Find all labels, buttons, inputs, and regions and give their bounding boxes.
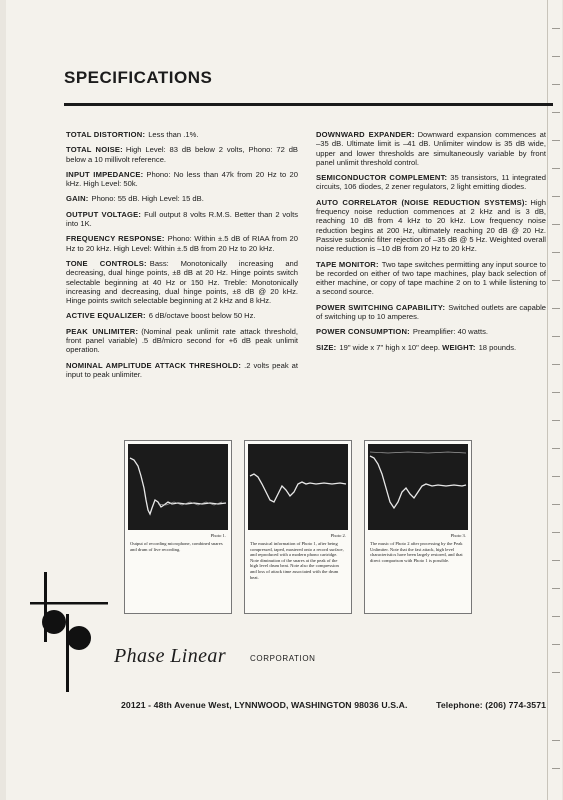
binding-tick — [552, 224, 560, 225]
spec-value: 35 transistors, 11 integrated circuits, 106 diodes, 2 zener regulators, 2 light emitting diodes. — [316, 173, 546, 192]
spec-downward-expander — [316, 130, 546, 167]
spec-value: Phono: No less than 47k from 20 Hz to 20 kHz. High Level: 50k. — [66, 169, 298, 189]
binding-tick — [552, 560, 560, 561]
binding-tick — [552, 392, 560, 393]
spec-value: Phono: Within ±.5 dB of RIAA from 20 Hz to 20 kHz. High Level: Within ±.5 dB from 20 Hz to 20 kHz. — [66, 234, 298, 253]
photo-caption: The music of Photo 2 after processing by the Peak Unlimiter. Note that the fast attack, high level characteristics have been largely restored, and that direct comparison with Photo 1 is possible. — [370, 541, 463, 563]
spec-auto-correlator — [316, 198, 546, 254]
spec-value: Less than .1%. — [148, 130, 199, 139]
spec-tone-controls — [66, 259, 298, 305]
binding-tick — [552, 308, 560, 309]
oscilloscope-photo-2 — [244, 440, 352, 614]
spec-active-equalizer — [66, 311, 298, 320]
oscilloscope-photo-3 — [364, 440, 472, 614]
spec-label: GAIN: — [66, 194, 89, 204]
spec-size-weight — [316, 343, 546, 352]
binding-tick — [552, 28, 560, 29]
spec-value: Phono: 55 dB. High Level: 15 dB. — [91, 194, 204, 204]
spec-peak-unlimiter — [66, 327, 298, 355]
spec-total-distortion — [66, 130, 298, 139]
spec-label: PEAK UNLIMITER: — [66, 326, 139, 336]
spec-value: 19" wide x 7" high x 10" deep. — [339, 342, 440, 352]
photo-number: Photo 1. — [210, 533, 226, 538]
spec-frequency-response — [66, 234, 298, 253]
spec-value: 6 dB/octave boost below 50 Hz. — [148, 311, 256, 321]
binding-tick — [552, 532, 560, 533]
footer-telephone: Telephone: (206) 774-3571 — [436, 700, 547, 710]
spec-semiconductor-complement — [316, 173, 546, 192]
brand-name: Phase Linear — [114, 645, 227, 667]
spec-value: (Nominal peak unlimit rate attack threshold, front panel variable) .5 dB/micro second for +6 dB peak unlimit operation. — [66, 326, 298, 355]
spec-value: 18 pounds. — [478, 342, 517, 352]
spec-total-noise — [66, 145, 298, 164]
waveform-image — [128, 444, 228, 530]
binding-tick — [552, 588, 560, 589]
footer-contact — [121, 700, 546, 710]
binding-tick — [552, 364, 560, 365]
spec-value: Full output 8 volts R.M.S. Better than 2 volts into 1K. — [66, 209, 298, 229]
spec-label: TOTAL NOISE: — [66, 145, 123, 155]
binding-tick — [552, 420, 560, 421]
binding-tick — [552, 448, 560, 449]
binding-tick — [552, 140, 560, 141]
spec-value: High Level: 83 dB below 2 volts, Phono: 72 dB below a 10 millivolt reference. — [66, 145, 298, 164]
title-rule — [64, 103, 553, 106]
binding-tick — [552, 616, 560, 617]
spec-input-impedance — [66, 170, 298, 189]
spec-label: DOWNWARD EXPANDER: — [316, 130, 415, 139]
spec-label: SEMICONDUCTOR COMPLEMENT: — [316, 173, 448, 183]
spec-label: AUTO CORRELATOR (NOISE REDUCTION SYSTEMS): — [316, 197, 528, 207]
binding-tick — [552, 56, 560, 57]
spec-label: ACTIVE EQUALIZER: — [66, 311, 146, 321]
spec-label: FREQUENCY RESPONSE: — [66, 234, 165, 244]
photo-number: Photo 2. — [330, 533, 346, 538]
binding-tick — [552, 280, 560, 281]
spec-output-voltage — [66, 210, 298, 229]
spec-label: SIZE: — [316, 342, 337, 352]
binding-tick — [552, 112, 560, 113]
page-title: SPECIFICATIONS — [64, 68, 213, 87]
binding-tick — [552, 740, 560, 741]
spec-value: .2 volts peak at input to peak unlimiter. — [66, 360, 299, 379]
spec-gain — [66, 194, 298, 203]
spec-value: Downward expansion commences at –35 dB. Ultimate limit is –41 dB. Unlimiter window is 35 dB wide, upper and lower thresholds are simultaneously variable by front panel unlimit threshold control. — [316, 130, 546, 167]
spec-power-switching — [316, 303, 546, 322]
spec-label: POWER SWITCHING CAPABILITY: — [316, 302, 446, 312]
binding-tick — [552, 196, 560, 197]
spec-value: Preamplifier: 40 watts. — [412, 327, 489, 337]
binding-tick — [552, 476, 560, 477]
spec-column-left — [66, 130, 298, 385]
binding-tick — [552, 672, 560, 673]
binding-tick — [552, 168, 560, 169]
photo-caption: The musical information of Photo 1, after being compressed, taped, mastered onto a record surface, and reproduced with a modern phono cartridge. Note diminution of the snares at the peak of the high level drum beat. Note also the compression and loss of attack time associated with the drum beat. — [250, 541, 344, 580]
binding-tick — [552, 644, 560, 645]
spec-label: WEIGHT: — [442, 342, 476, 352]
photo-caption: Output of recording microphone, combined snares and drum of live recording. — [130, 541, 223, 552]
spec-label: OUTPUT VOLTAGE: — [66, 209, 142, 219]
spec-value: Switched outlets are capable of switching up to 10 amperes. — [316, 302, 546, 322]
spec-power-consumption — [316, 327, 546, 336]
footer-address: 20121 - 48th Avenue West, LYNNWOOD, WASHINGTON 98036 U.S.A. — [121, 700, 408, 710]
waveform-image — [368, 444, 468, 530]
binding-tick — [552, 504, 560, 505]
spec-label: TOTAL DISTORTION: — [66, 130, 146, 139]
phase-linear-logo-icon — [30, 572, 110, 692]
binding-tick — [552, 768, 560, 769]
binding-tick — [552, 252, 560, 253]
spec-label: POWER CONSUMPTION: — [316, 327, 410, 337]
waveform-image — [248, 444, 348, 530]
spec-value: Bass: Monotonically increasing and decreasing, dual hinge points, ±8 dB at 20 Hz. Hinge points switch selectable beginning at 40 Hz or 150 Hz. Treble: Monotonically increasing and decreasing, dual hinge points, ±8 dB @ 20 kHz. Hinge points switch selectable beginning at 2 kHz and 8 kHz. — [66, 258, 298, 306]
oscilloscope-photo-1 — [124, 440, 232, 614]
spec-label: INPUT IMPEDANCE: — [66, 169, 144, 179]
binding-tick — [552, 84, 560, 85]
brand-suffix: CORPORATION — [250, 654, 316, 663]
photo-number: Photo 3. — [450, 533, 466, 538]
spec-label: NOMINAL AMPLITUDE ATTACK THRESHOLD: — [66, 360, 242, 370]
spec-value: Two tape switches permitting any input source to be recorded on either of two tape machines, play back selection of either machine, or copy of tape machine 2 on to 1 while listening to a second source. — [316, 259, 546, 297]
spec-value: High frequency noise reduction commences at 2 kHz and is 3 dB, reaching 10 dB from 4 kHz to 20 kHz. Low frequency noise reduction begins at 200 Hz, ultimately reaching 20 dB @ 20 Hz. Passive subsonic filter rejection of –35 dB @ 5 Hz. Weighted overall noise reduction is –10 dB from 20 Hz to 20 kHz. — [316, 197, 546, 254]
spec-tape-monitor — [316, 260, 546, 297]
spec-label: TONE CONTROLS: — [66, 258, 147, 268]
spec-attack-threshold — [66, 361, 298, 380]
binding-edge — [547, 0, 562, 800]
spec-sheet-page — [6, 0, 562, 800]
binding-tick — [552, 336, 560, 337]
spec-label: TAPE MONITOR: — [316, 259, 379, 269]
spec-column-right — [316, 130, 546, 358]
